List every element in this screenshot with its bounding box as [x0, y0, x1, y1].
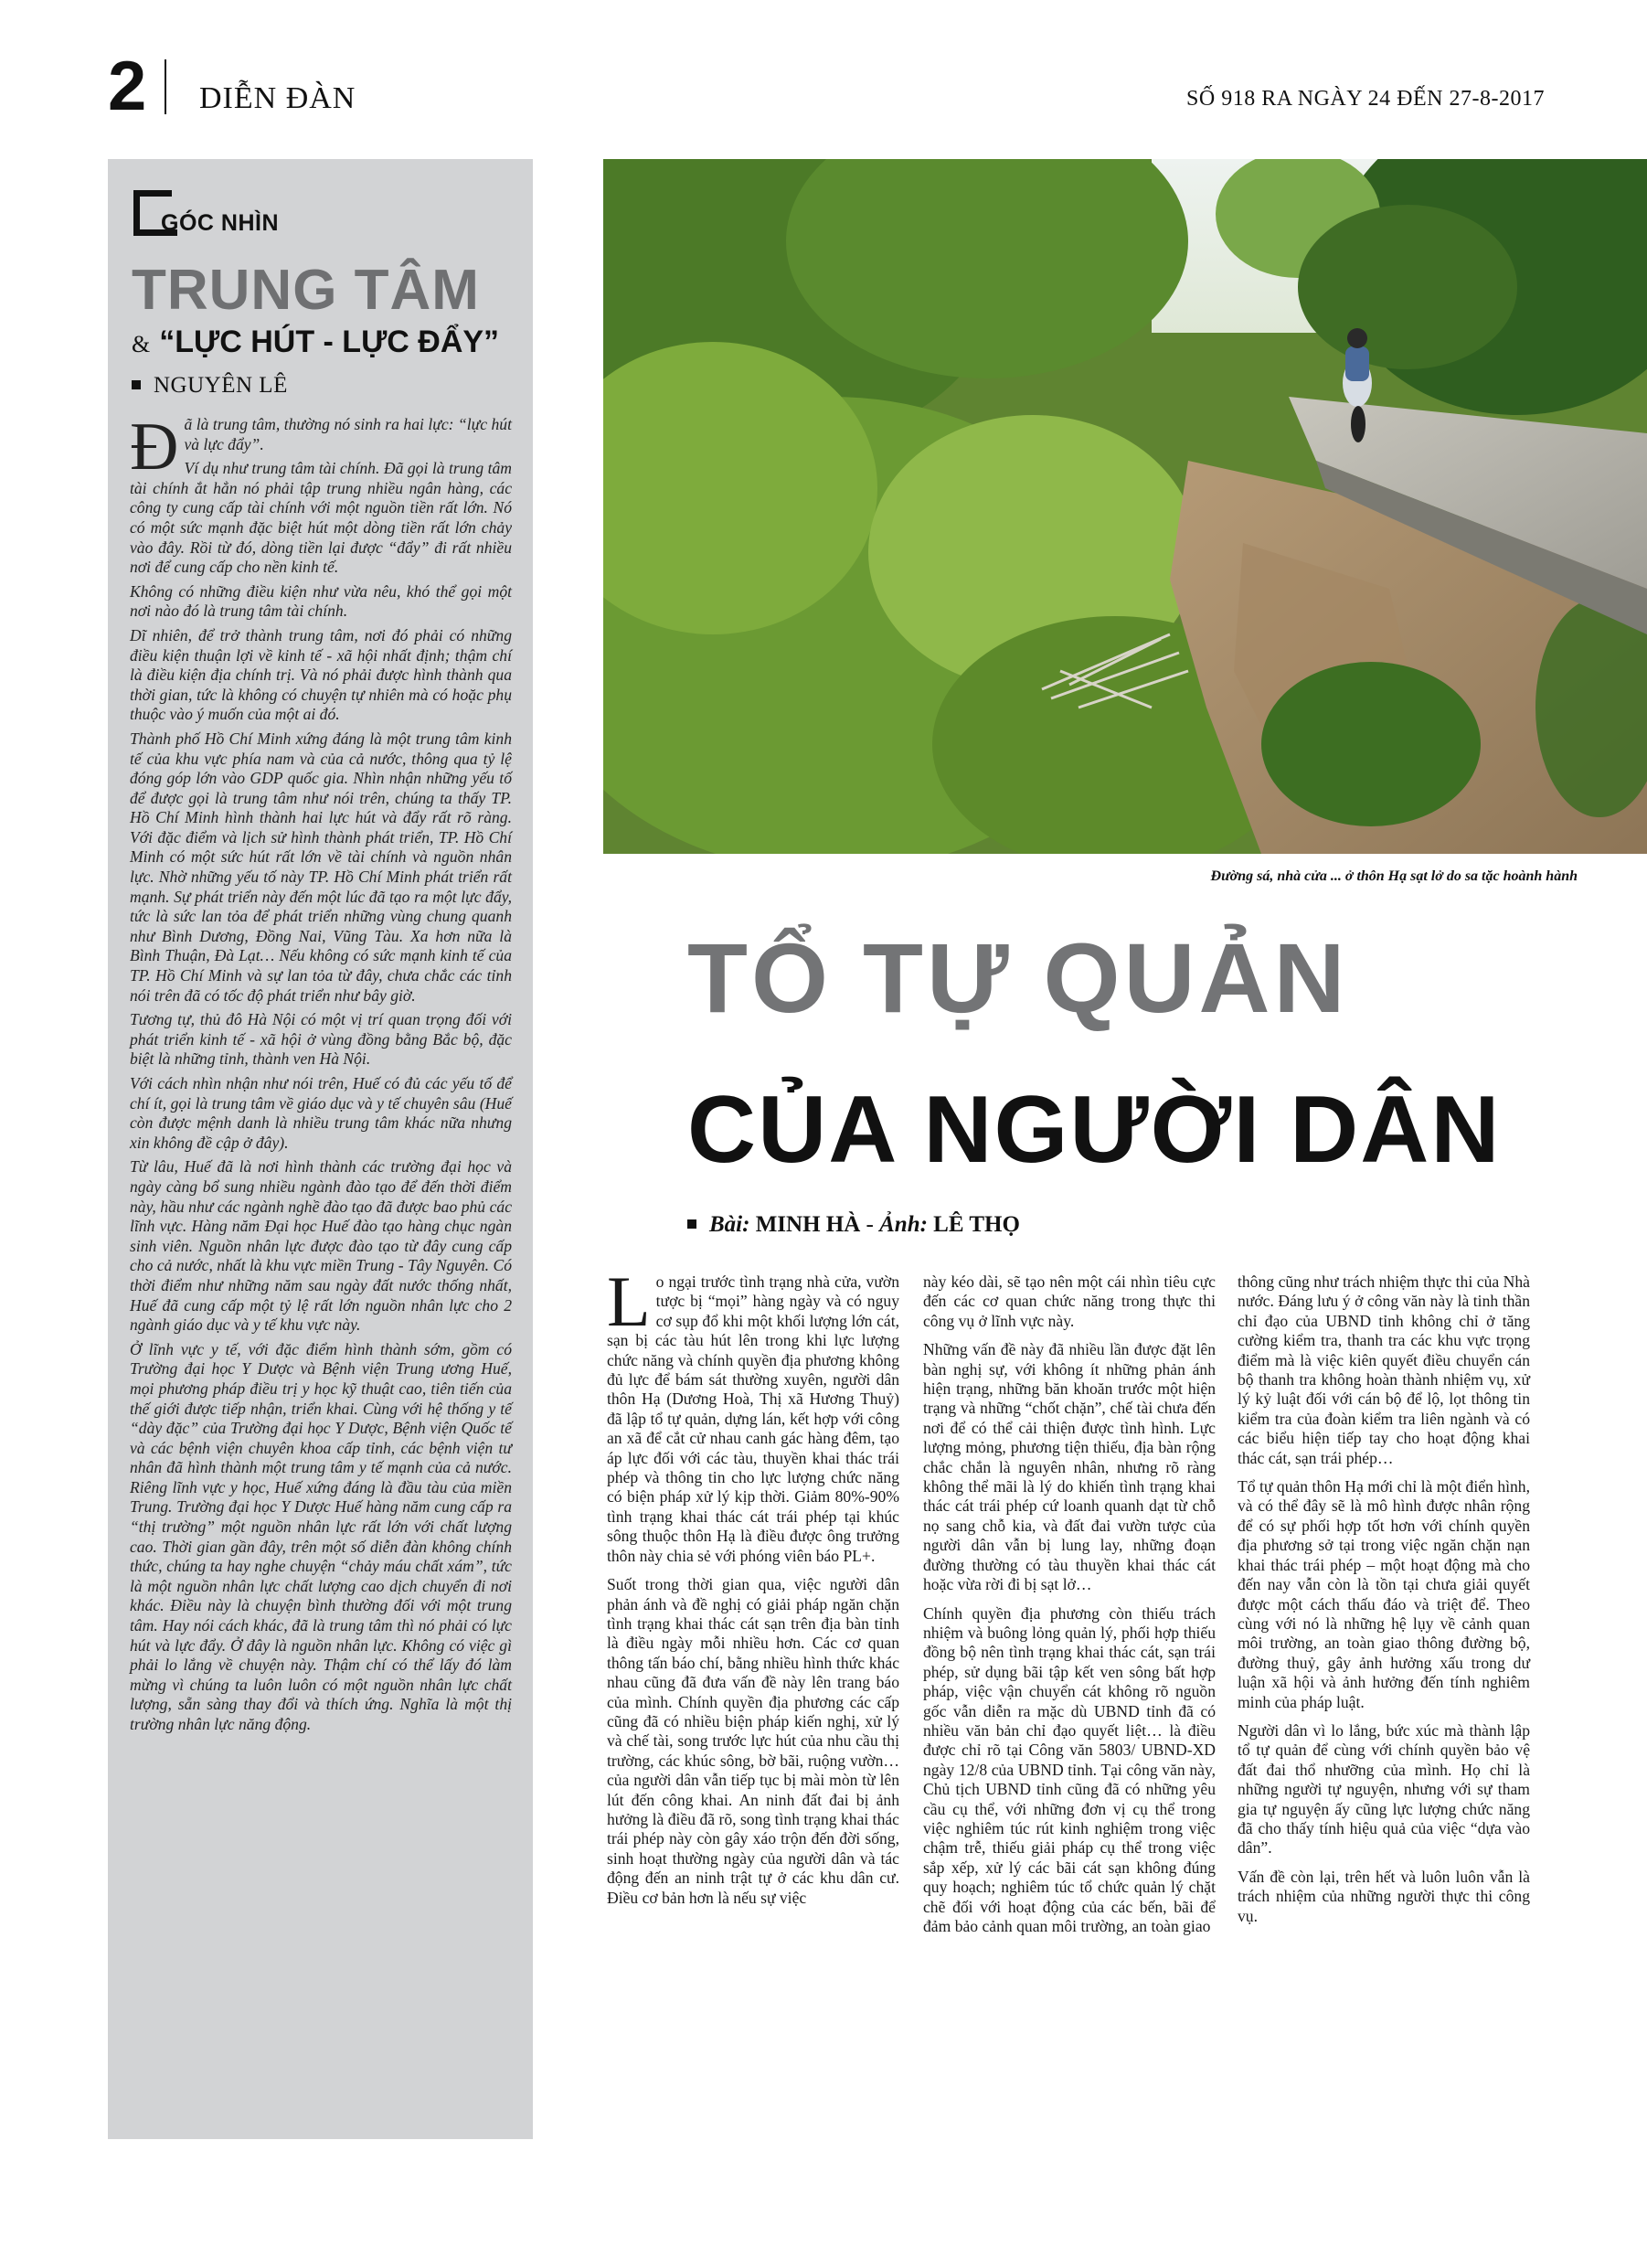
byline-text-author: MINH HÀ [755, 1212, 861, 1237]
bullet-square-icon [687, 1219, 696, 1229]
article-dropcap: L [607, 1262, 651, 1341]
byline-photo-label: Ảnh: [879, 1212, 928, 1237]
headline-line2: CỦA NGƯỜI DÂN [687, 1077, 1502, 1183]
article-photo [603, 159, 1647, 854]
article-paragraph: Người dân vì lo lắng, bức xúc mà thành lập tổ tự quản để cùng với chính quyền bảo vệ đất đai thổ nhưỡng của mình. Họ chỉ là những người tự nguyện, nhưng với sự tham gia tự nguyện ấy cũng lực lượng chức năng đã cho thấy tính hiệu quả của việc “dựa vào dân”. [1238, 1720, 1530, 1858]
sidebar-author-name: NGUYÊN LÊ [154, 373, 288, 398]
sidebar-paragraph: Với cách nhìn nhận như nói trên, Huế có đủ các yếu tố để chí ít, gọi là trung tâm về giáo dục và y tế chuyên sâu (Huế còn được mệnh danh là nhiều trung tâm khác nữa nhưng xin không đề cập ở đây). [130, 1074, 512, 1152]
bullet-square-icon [132, 380, 141, 389]
article-paragraph: Tổ tự quản thôn Hạ mới chỉ là một điển hình, và có thể đây sẽ là mô hình được nhân rộng để có sự phối hợp tốt hơn với chính quyền địa phương sở tại trong việc ngăn chặn nạn khai thác trái phép – một hoạt động mà cho đến nay vẫn còn là tồn tại chưa giải quyết được một cách thấu đáo và triệt để. Theo cùng với nó là những hệ lụy về cảnh quan môi trường, an toàn giao thông đường bộ, đường thuỷ, gây ảnh hưởng xấu trong dư luận xã hội và ảnh hưởng đến tính nghiêm minh của pháp luật. [1238, 1477, 1530, 1711]
article-paragraph: Vấn đề còn lại, trên hết và luôn luôn vẫn là trách nhiệm của những người thực thi công vụ. [1238, 1867, 1530, 1925]
article-byline: Bài: MINH HÀ - Ảnh: LÊ THỌ [687, 1212, 1020, 1238]
photo-caption: Đường sá, nhà cửa ... ở thôn Hạ sạt lở do sa tặc hoành hành [1210, 868, 1578, 884]
sidebar-paragraph: Thành phố Hồ Chí Minh xứng đáng là một trung tâm kinh tế của khu vực phía nam và của cả nước, thông qua tỷ lệ đóng góp lớn vào GDP quốc gia. Nhìn nhận những yếu tố để được gọi là trung tâm như nói trên, chúng ta thấy TP. Hồ Chí Minh hình thành hai lực hút và đẩy rất rõ ràng. Với đặc điểm và lịch sử hình thành phát triển, TP. Hồ Chí Minh có một sức hút rất lớn về tài chính và nguồn nhân lực. Nhờ những yếu tố này TP. Hồ Chí Minh phát triển rất mạnh. Sự phát triển này đến một lúc đã tạo ra một lực đẩy, tức là sức lan tỏa để phát triển những vùng chung quanh như Bình Dương, Đồng Nai, Vũng Tàu. Xa hơn nữa là Bình Thuận, Đà Lạt… Nếu không có sức mạnh kinh tế của TP. Hồ Chí Minh và sự lan tỏa từ đây, chưa chắc các tỉnh nói trên đã có tốc độ phát triển như bây giờ. [130, 729, 512, 1005]
sidebar-kicker: GÓC NHÌN [161, 210, 279, 236]
article-paragraph: Suốt trong thời gian qua, việc người dân phản ánh và đề nghị có giải pháp ngăn chặn tình trạng khai thác cát sạn trên địa bàn tỉnh là điều ngày mỗi nhiều hơn. Các cơ quan thông tấn báo chí, bằng nhiều hình thức khác nhau cũng đã đưa vấn đề này lên trang báo của mình. Chính quyền địa phương các cấp cũng đã có nhiều biện pháp kiến nghị, xử lý và chế tài, song trước lực hút của nhu cầu thị trường, các khúc sông, bờ bãi, ruộng vườn… của người dân vẫn tiếp tục bị mài mòn từ lên lút đến công khai. An ninh đất đai bị ảnh hưởng là điều đã rõ, song tình trạng khai thác trái phép này còn gây xáo trộn đến đời sống, sinh hoạt thường ngày của người dân và tác động đến an ninh trật tự ở các khu dân cư. Điều cơ bản hơn là nếu sự việc [607, 1575, 899, 1907]
article-paragraph: Những vấn đề này đã nhiều lần được đặt lên bàn nghị sự, với không ít những phản ánh hiện trạng, những băn khoăn trước một hiện trạng và những “chốt chặn”, chế tài chưa đến nơi để có thể cải thiện được tình hình. Lực lượng mỏng, phương tiện thiếu, địa bàn rộng chắc chắn là nguyên nhân, nhưng rõ ràng không thể mãi là lý do khiến tình trạng khai thác cát trái phép cứ loanh quanh dạt từ chỗ nọ sang chỗ kia, và đất đai vườn tược của người dân vẫn bị lung lay, những đoạn đường thường có tàu thuyền khai thác cát hoặc vừa rời đi bị sạt lở… [923, 1340, 1216, 1594]
header-divider [165, 59, 166, 114]
article-paragraph: này kéo dài, sẽ tạo nên một cái nhìn tiêu cực đến các cơ quan chức năng trong thực thi công vụ ở lĩnh vực này. [923, 1272, 1216, 1330]
sidebar-paragraph: Ở lĩnh vực y tế, với đặc điểm hình thành sớm, gồm có Trường đại học Y Dược và Bệnh viện Trung ương Huế, mọi phương pháp điều trị y học kỹ thuật cao, tiên tiến của thế giới được tiếp nhận, triển khai. Cùng với hệ thống y tế “dày đặc” của Trường đại học Y Dược, Bệnh viện Quốc tế và các bệnh viện chuyên khoa cấp tỉnh, các bệnh viện tư nhân đã hình thành một trung tâm y tế mạnh của cả nước. Riêng lĩnh vực y học, Huế xứng đáng là đầu tàu của miền Trung. Trường đại học Y Dược Huế hàng năm cung cấp ra “thị trường” một nguồn nhân lực rất lớn với chất lượng cao. Thời gian gần đây, trên một số diễn đàn không chính thức, chúng ta hay nghe chuyện “chảy máu chất xám”, tức là một nguồn nhân lực chất lượng cao dịch chuyển đi nơi khác. Điều này là chuyện bình thường đối với một trung tâm. Hay nói cách khác, đã là trung tâm thì nó phải có lực hút và lực đẩy. Ở đây là nguồn nhân lực. Không có việc gì phải lo lắng về chuyện này. Thậm chí có thể lấy đó làm mừng vì chúng ta luôn luôn có một nguồn nhân lực chất lượng, sẵn sàng thay đổi và thích ứng. Nghĩa là một thị trường nhân lực năng động. [130, 1339, 512, 1733]
sidebar-paragraph: Tương tự, thủ đô Hà Nội có một vị trí quan trọng đối với phát triển kinh tế - xã hội ở vùng đồng bằng Bắc bộ, đặc biệt là những tỉnh, thành ven Hà Nội. [130, 1010, 512, 1069]
article-column-3 [1238, 1272, 1530, 1935]
headline-line1: TỔ TỰ QUẢN [687, 922, 1349, 1033]
sidebar-title: TRUNG TÂM [132, 259, 480, 322]
byline-photo-author: LÊ THỌ [933, 1212, 1020, 1237]
sidebar-dropcap: Đ [130, 410, 179, 484]
sidebar-paragraph: Dĩ nhiên, để trở thành trung tâm, nơi đó phải có những điều kiện thuận lợi về kinh tế - xã hội nhất định; thậm chí là điều kiện địa chính trị. Và nó phải được hình thành qua thời gian, tức là không có chuyện tự nhiên mà có hoặc phụ thuộc vào ý muốn của một ai đó. [130, 625, 512, 724]
sidebar-paragraph: Đã là trung tâm, thường nó sinh ra hai lực: “lực hút và lực đẩy”. [130, 410, 512, 484]
article-column-2 [923, 1272, 1216, 1945]
article-paragraph: Chính quyền địa phương còn thiếu trách nhiệm và buông lỏng quản lý, phối hợp thiếu đồng bộ nên tình trạng khai thác cát, sạn trái phép, sử dụng bãi tập kết ven sông bất hợp pháp, việc vận chuyển cát không rõ nguồn gốc vẫn diễn ra mặc dù UBND tỉnh đã có nhiều văn bản chỉ đạo quyết liệt… là điều được chỉ rõ tại Công văn 5803/ UBND-XD ngày 12/8 của UBND tỉnh. Tại công văn này, Chủ tịch UBND tỉnh cũng đã có những yêu cầu cụ thể, với những đơn vị cụ thể trong việc nghiêm túc rút kinh nghiệm trong việc chậm trễ, thiếu giải pháp cụ thể trong việc sắp xếp, xử lý các bãi cát sạn không đúng quy hoạch; nghiêm túc tổ chức quản lý chặt chẽ đối với hoạt động của các bến, bãi để đảm bảo cảnh quan môi trường, an toàn giao [923, 1603, 1216, 1935]
sidebar-body [130, 410, 512, 1740]
sidebar-paragraph: Ví dụ như trung tâm tài chính. Đã gọi là trung tâm tài chính ắt hẳn nó phải tập trung nhiều ngân hàng, các công ty cung cấp tài chính với một nguồn tiền rất lớn. Nó có một sức mạnh đặc biệt hút một dòng tiền rất lớn chảy vào đây. Rồi từ đó, dòng tiền lại được “đẩy” đi rất nhiều nơi để cung cấp cho nền kinh tế. [130, 459, 512, 577]
page-number: 2 [108, 48, 147, 125]
landslide-road-image [603, 159, 1647, 854]
sidebar-column [108, 159, 533, 2139]
sidebar-paragraph: Không có những điều kiện như vừa nêu, khó thể gọi một nơi nào đó là trung tâm tài chính. [130, 581, 512, 621]
article-column-1 [607, 1262, 899, 1917]
byline-text-label: Bài: [709, 1212, 750, 1237]
article-paragraph: thông cũng như trách nhiệm thực thi của Nhà nước. Đáng lưu ý ở công văn này là tinh thần chỉ đạo của UBND tỉnh không chỉ ở tăng cường kiểm tra, thanh tra các khu vực trọng điểm mà là việc kiên quyết điều chuyển cán bộ thanh tra không hoàn thành nhiệm vụ, xử lý kỷ luật đối với cán bộ để lộ, lọt thông tin kiểm tra của đoàn kiểm tra liên ngành và có các biểu hiện tiếp tay cho hoạt động khai thác cát, sạn trái phép… [1238, 1272, 1530, 1467]
subtitle-text: “LỰC HÚT - LỰC ĐẨY” [159, 325, 500, 359]
sidebar-author [132, 373, 288, 399]
issue-info: SỐ 918 RA NGÀY 24 ĐẾN 27-8-2017 [1186, 87, 1545, 111]
subtitle-ampersand: & [132, 331, 151, 357]
article-paragraph: Lo ngại trước tình trạng nhà cửa, vườn tược bị “mọi” hàng ngày và có nguy cơ sụp đổ khi một khối lượng lớn cát, sạn bị các tàu hút lên trong khi lực lượng chức năng và chính quyền địa phương không đủ lực để bám sát thường xuyên, người dân thôn Hạ (Dương Hoà, Thị xã Hương Thuỷ) đã lập tổ tự quản, dựng lán, kết hợp với công an xã để cắt cử nhau canh gác hàng đêm, tạo áp lực đối với các tàu, thuyền khai thác trái phép và thông tin cho lực lượng chức năng có biện pháp xử lý kịp thời. Giảm 80%-90% tình trạng khai thác cát trái phép tại khúc sông thuộc thôn Hạ là điều được ông trưởng thôn này chia sẻ với phóng viên báo PL+. [607, 1262, 899, 1565]
sidebar-subtitle [132, 324, 499, 363]
section-name: DIỄN ĐÀN [199, 81, 356, 115]
page-header [108, 50, 1545, 123]
sidebar-paragraph: Từ lâu, Huế đã là nơi hình thành các trường đại học và ngày càng bổ sung nhiều ngành đào tạo để đến thời điểm này, hầu như các ngành nghề đào tạo đã được bao phủ các lĩnh vực. Hàng năm Đại học Huế đào tạo hàng chục ngàn sinh viên. Nguồn nhân lực được đào tạo từ đây cung cấp cho cả nước, nhất là khu vực miền Trung - Tây Nguyên. Có thời điểm như những năm sau ngày đất nước thống nhất, Huế đã cung cấp một tỷ lệ rất lớn nguồn nhân lực cho 2 ngành giáo dục và y tế khu vực này. [130, 1157, 512, 1335]
